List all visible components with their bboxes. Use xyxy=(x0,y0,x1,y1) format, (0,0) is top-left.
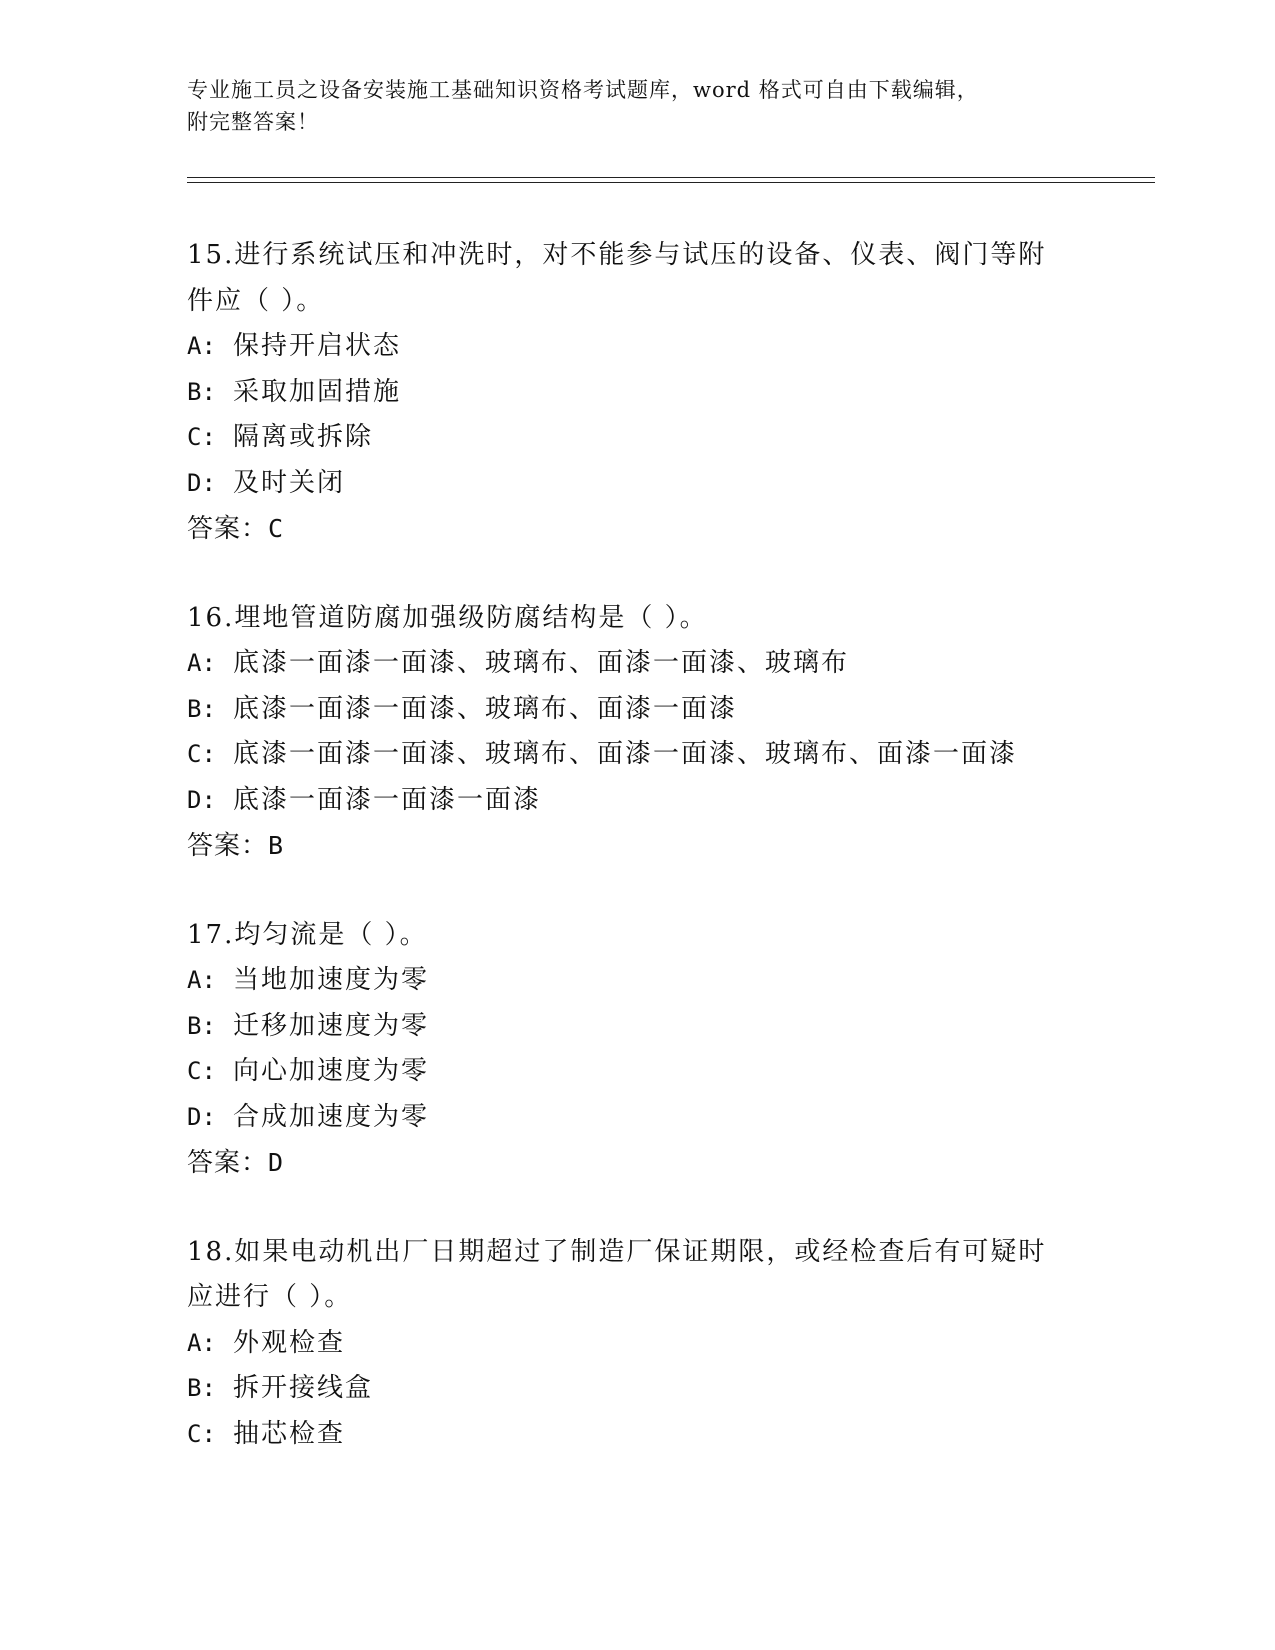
option-text: 拆开接线盒 xyxy=(233,1373,374,1403)
option-text: 及时关闭 xyxy=(233,467,346,498)
option-b xyxy=(187,1004,1087,1050)
option-letter: B: xyxy=(187,1011,216,1040)
question-list xyxy=(187,233,1087,1500)
answer-label: 答案： xyxy=(187,831,269,861)
header-line-1: 专业施工员之设备安装施工基础知识资格考试题库，word 格式可自由下载编辑， xyxy=(187,78,979,102)
option-c xyxy=(187,732,1087,778)
question-text-line: 17.均匀流是（ ）。 xyxy=(187,919,428,950)
option-text: 保持开启状态 xyxy=(233,331,402,361)
option-a xyxy=(187,1321,1087,1367)
answer-line xyxy=(187,506,1087,553)
option-text: 采取加固措施 xyxy=(233,376,402,407)
option-text: 外观检查 xyxy=(233,1327,346,1358)
option-text: 底漆一面漆一面漆一面漆 xyxy=(233,784,542,815)
question-text-line: 件应（ ）。 xyxy=(187,285,325,316)
question-16 xyxy=(187,596,1087,870)
question-17 xyxy=(187,913,1087,1187)
question-text-line: 应进行（ ）。 xyxy=(187,1282,353,1312)
option-a xyxy=(187,641,1087,687)
question-15 xyxy=(187,233,1087,553)
option-text: 底漆一面漆一面漆、玻璃布、面漆一面漆、玻璃布 xyxy=(233,648,850,678)
header-line-2: 附完整答案！ xyxy=(187,110,319,134)
option-text: 向心加速度为零 xyxy=(233,1056,430,1086)
option-text: 迁移加速度为零 xyxy=(233,1010,430,1041)
option-letter: A: xyxy=(187,649,216,677)
option-text: 抽芯检查 xyxy=(233,1418,346,1449)
option-letter: D: xyxy=(187,468,216,497)
option-letter: A: xyxy=(187,332,216,360)
answer-line xyxy=(187,823,1087,870)
option-text: 当地加速度为零 xyxy=(233,965,430,995)
option-c xyxy=(187,1049,1087,1095)
option-letter: B: xyxy=(187,1374,216,1402)
answer-label: 答案： xyxy=(187,1148,269,1178)
option-b xyxy=(187,687,1087,733)
answer-value: B xyxy=(268,831,285,860)
option-c xyxy=(187,1412,1087,1458)
option-letter: C: xyxy=(187,1057,216,1085)
question-18 xyxy=(187,1230,1087,1458)
option-letter: D: xyxy=(187,1102,216,1131)
option-d xyxy=(187,1095,1087,1141)
option-letter: C: xyxy=(187,1419,216,1448)
question-text-line: 16.埋地管道防腐加强级防腐结构是（ ）。 xyxy=(187,602,708,633)
option-text: 底漆一面漆一面漆、玻璃布、面漆一面漆、玻璃布、面漆一面漆 xyxy=(233,739,1018,769)
option-letter: A: xyxy=(187,966,216,994)
option-letter: B: xyxy=(187,694,216,723)
option-b xyxy=(187,370,1087,416)
option-text: 合成加速度为零 xyxy=(233,1101,430,1132)
option-d xyxy=(187,461,1087,507)
option-letter: B: xyxy=(187,377,216,406)
answer-value: C xyxy=(268,514,285,543)
question-text-line: 15.进行系统试压和冲洗时，对不能参与试压的设备、仪表、阀门等附 xyxy=(187,240,1047,270)
header-divider xyxy=(187,177,1155,183)
document-header xyxy=(187,74,1087,138)
option-text: 底漆一面漆一面漆、玻璃布、面漆一面漆 xyxy=(233,693,738,724)
option-letter: C: xyxy=(187,423,216,451)
option-c xyxy=(187,415,1087,461)
option-letter: D: xyxy=(187,785,216,814)
option-a xyxy=(187,958,1087,1004)
option-a xyxy=(187,324,1087,370)
answer-line xyxy=(187,1140,1087,1187)
option-b xyxy=(187,1366,1087,1412)
option-letter: A: xyxy=(187,1328,216,1357)
option-text: 隔离或拆除 xyxy=(233,422,374,452)
option-letter: C: xyxy=(187,740,216,768)
answer-label: 答案： xyxy=(187,514,269,544)
question-text-line: 18.如果电动机出厂日期超过了制造厂保证期限，或经检查后有可疑时 xyxy=(187,1236,1047,1267)
option-d xyxy=(187,778,1087,824)
answer-value: D xyxy=(268,1148,285,1177)
